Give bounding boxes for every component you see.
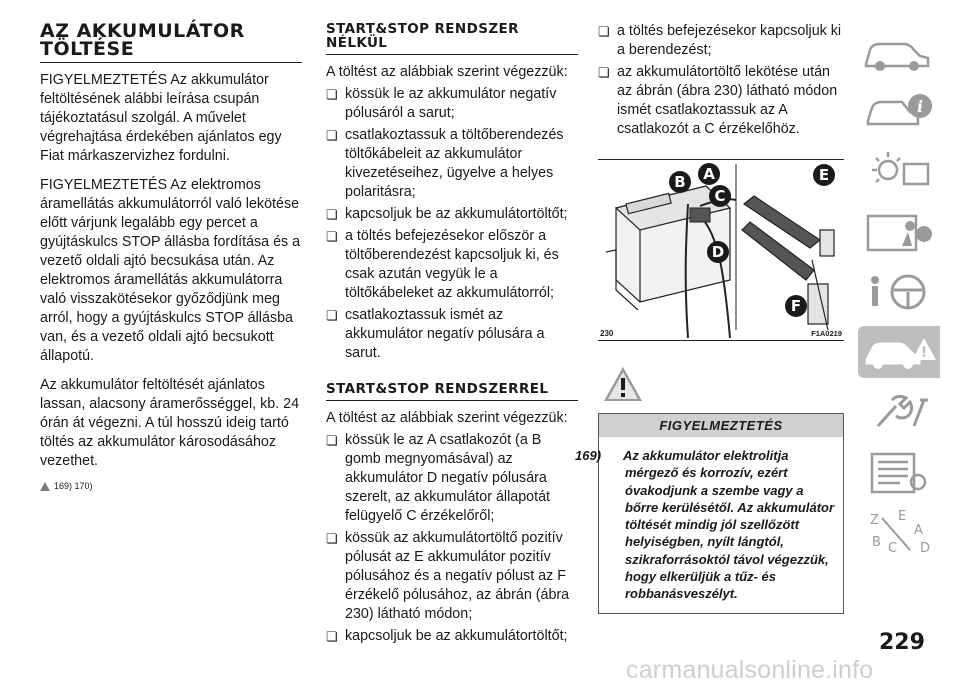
tab-index[interactable] — [858, 506, 940, 558]
section-heading: AZ AKKUMULÁTOR TÖLTÉSE — [40, 20, 245, 60]
svg-text:i: i — [916, 97, 924, 116]
column-battery-charging — [40, 22, 302, 491]
heading-without-startstop: START&STOP RENDSZER NÉLKÜL — [326, 21, 519, 51]
intro-text-1: A töltést az alábbiak szerint végezzük: — [326, 64, 568, 80]
list-item: ❏ kössük le az akkumulátor negatív pólusáról a sarut; — [326, 85, 578, 123]
label-C: C — [714, 187, 726, 205]
tab-maintenance[interactable] — [858, 386, 940, 438]
warning-triangle-icon — [603, 366, 844, 407]
list-item: ❏ a töltés befejezésekor kapcsoljuk ki a berendezést; — [598, 22, 844, 60]
warning-paragraph-2: FIGYELMEZTETÉS Az elektromos áramellátás akkumulátorról való lekötése előtt várjunk legalább egy percet a gyújtáskulcs STOP állásba fordítása és a vezető oldali ajtó becsukása után. Az elektromos áramellátás akkumulátorra való visszakötésekor győződjünk meg arról, hogy a gyújtáskulcs STOP állásba van, és a vezető oldali ajtó becsukott állapotú. — [40, 177, 301, 364]
warning-refs — [40, 481, 302, 491]
figure-code: F1A0219 — [811, 329, 842, 338]
column-continuation — [575, 22, 844, 614]
maintenance-icon — [858, 386, 940, 438]
heading-rule — [40, 62, 302, 63]
label-A: A — [703, 165, 715, 183]
heading-rule — [326, 400, 578, 401]
figure-number: 230 — [600, 329, 614, 338]
steps-list-2 — [326, 431, 578, 646]
manual-info-icon — [858, 86, 940, 138]
tab-safety[interactable] — [858, 206, 940, 258]
warning-paragraph-1: FIGYELMEZTETÉS Az akkumulátor feltöltésének alábbi leírása csupán tájékoztatásul szolgál. A művelet végrehajtása érdekében ajánlatos egy Fiat márkaszervizhez fordulni. — [40, 72, 282, 164]
warning-triangle-icon — [40, 482, 50, 491]
list-item: ❏ a töltés befejezésekor először a töltőberendezést kapcsoljuk ki, és csak azután vegyük le a töltőkábeleket az akkumulátorról; — [326, 227, 578, 303]
index-icon — [858, 506, 940, 558]
list-item: ❏ kössük az akkumulátortöltő pozitív pólusát az E akkumulátor pozitív pólusához és a negatív pólust az F érzékelő pólusához, az ábrán (ábra 230) látható módon; — [326, 529, 578, 624]
label-D: D — [711, 243, 725, 261]
list-item: ❏ csatlakoztassuk ismét az akkumulátor negatív pólusára a sarut. — [326, 306, 578, 363]
tab-starting-driving[interactable] — [858, 266, 940, 318]
charging-advice-paragraph: Az akkumulátor feltöltését ajánlatos lassan, alacsony áramerősséggel, kb. 24 órán át végezni. A túl hosszú ideig tartó töltés az akkumulátor károsodásához vezethet. — [40, 377, 300, 469]
car-info-icon — [858, 26, 940, 78]
column-procedures — [326, 22, 578, 649]
warning-text: Az akkumulátor elektrolitja mérgező és korrozív, ezért óvakodjunk a szembe vagy a bőrre kerülésétől. Az akkumulátor töltését mindig jól szellőzött helyiségben, nyílt lángtól, szikraforrásoktól távol végezzük, hogy elkerüljük a tűz- és robbanásveszélyt. — [623, 448, 835, 602]
svg-text:Z: Z — [870, 513, 879, 528]
specs-icon — [858, 446, 940, 498]
svg-text:C: C — [888, 541, 898, 556]
tab-emergency[interactable] — [858, 326, 940, 378]
warning-box — [575, 413, 844, 614]
watermark: carmanualsonline.info — [626, 656, 874, 684]
battery-diagram — [598, 160, 844, 340]
svg-text:!: ! — [920, 345, 928, 361]
warning-lights-icon — [858, 146, 940, 198]
figure-230 — [598, 159, 844, 341]
list-item: ❏ csatlakoztassuk a töltőberendezés töltőkábeleit az akkumulátor kivezetéseihez, ügyelve a helyes polaritásra; — [326, 126, 578, 202]
list-item: ❏ kössük le az A csatlakozót (a B gomb megnyomásával) az akkumulátor D negatív pólusára szerelt, az akkumulátor állapotát felügyelő C érzékelőről; — [326, 431, 578, 526]
label-B: B — [674, 173, 686, 191]
tab-manual-info[interactable] — [858, 86, 940, 138]
list-item: ❏ kapcsoljuk be az akkumulátortöltőt; — [326, 627, 578, 646]
steps-list-3 — [598, 22, 844, 139]
tab-warning-lights[interactable] — [858, 146, 940, 198]
airbag-icon — [858, 206, 940, 258]
heading-with-startstop: START&STOP RENDSZERREL — [326, 381, 549, 397]
svg-text:E: E — [898, 509, 907, 524]
warning-number: 169) — [575, 448, 602, 463]
label-E: E — [818, 166, 830, 184]
heading-rule — [326, 54, 578, 55]
svg-text:D: D — [920, 541, 931, 556]
steering-icon — [858, 266, 940, 318]
svg-text:B: B — [872, 535, 881, 550]
tab-car-info[interactable] — [858, 26, 940, 78]
list-item: ❏ kapcsoljuk be az akkumulátortöltőt; — [326, 205, 578, 224]
warning-title: FIGYELMEZTETÉS — [599, 414, 843, 437]
warning-body — [575, 437, 843, 613]
chapter-sidebar — [858, 26, 940, 566]
label-F: F — [790, 297, 802, 315]
steps-list-1 — [326, 85, 578, 363]
tab-technical-specs[interactable] — [858, 446, 940, 498]
refs-text: 169) 170) — [54, 481, 93, 491]
emergency-icon — [858, 326, 940, 378]
list-item: ❏ az akkumulátortöltő lekötése után az ábrán (ábra 230) látható módon ismét csatlakoztassuk az A csatlakozót a C érzékelőhöz. — [598, 63, 844, 139]
page-number: 229 — [879, 630, 925, 655]
svg-text:A: A — [914, 523, 923, 538]
intro-text-2: A töltést az alábbiak szerint végezzük: — [326, 410, 568, 426]
